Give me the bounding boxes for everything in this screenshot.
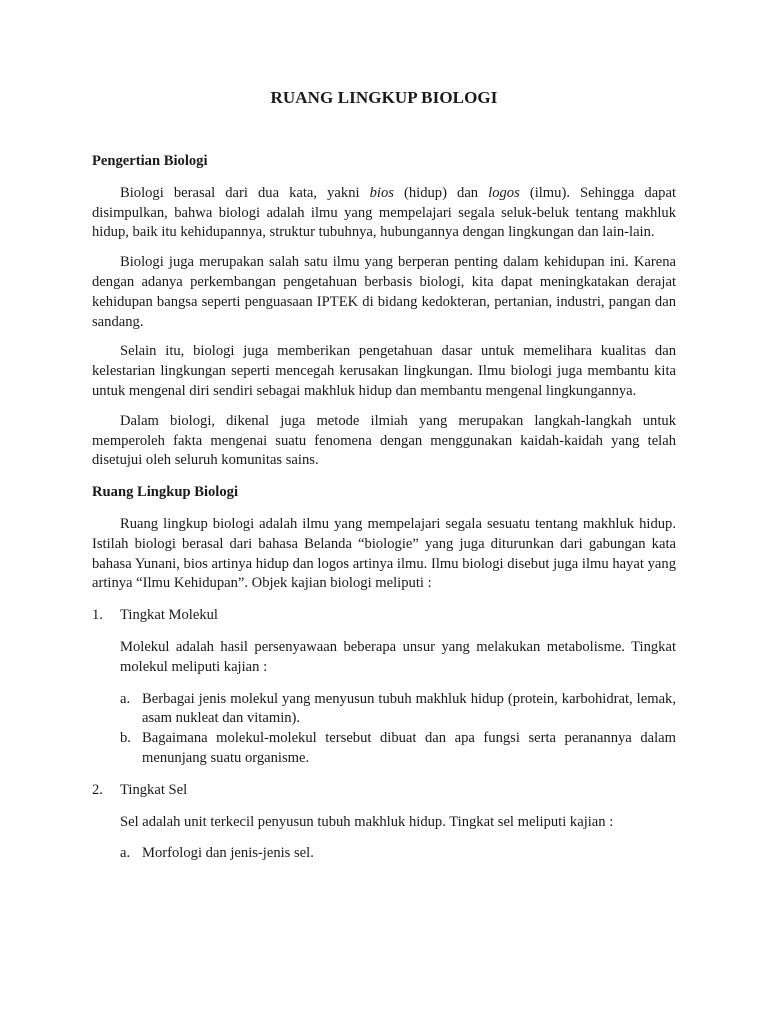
sub-list [120, 844, 676, 864]
text-run: Biologi berasal dari dua kata, yakni [120, 184, 370, 201]
paragraph: Ruang lingkup biologi adalah ilmu yang mempelajari segala sesuatu tentang makhluk hidup. Istilah biologi berasal dari bahasa Belanda “biologie” yang juga diturunkan dari gabungan kata bahasa Yunani, bios artinya hidup dan logos artinya ilmu. Ilmu biologi disebut juga ilmu hayat yang artinya “Ilmu Kehidupan”. Objek kajian biologi meliputi : [92, 515, 676, 592]
page-title: RUANG LINGKUP BIOLOGI [270, 88, 498, 107]
paragraph: Dalam biologi, dikenal juga metode ilmiah yang merupakan langkah-langkah untuk memperoleh fakta mengenai suatu fenomena dengan menggunakan kaidah-kaidah yang telah disetujui oleh seluruh komunitas sains. [92, 412, 676, 469]
section-heading-pengertian: Pengertian Biologi [92, 153, 208, 169]
item-label: Tingkat Molekul [120, 607, 218, 624]
sub-list-text: Berbagai jenis molekul yang menyusun tubuh makhluk hidup (protein, karbohidrat, lemak, asam nukleat dan vitamin). [142, 690, 676, 727]
sub-list-item [120, 844, 676, 864]
italic-term: bios [369, 184, 394, 201]
sub-list-marker: b. [120, 730, 131, 747]
section-heading-ruang-lingkup: Ruang Lingkup Biologi [92, 484, 239, 501]
paragraph [92, 184, 676, 243]
numbered-item [92, 781, 676, 801]
sub-list [120, 690, 676, 769]
text-run: (hidup) dan [393, 184, 489, 201]
document-body [92, 152, 676, 876]
sub-list-item [120, 729, 676, 769]
sub-list-text: Morfologi dan jenis-jenis sel. [142, 845, 314, 862]
sub-list-item [120, 690, 676, 730]
text-run: (ilmu). Sehingga dapat disimpulkan, bahwa biologi adalah ilmu yang mempelajari segala seluk-beluk tentang makhluk hidup, baik itu kehidupannya, struktur tubuhnya, hubungannya dengan lingkungan dan lain-lain. [92, 184, 676, 241]
sub-list-text: Bagaimana molekul-molekul tersebut dibuat dan apa fungsi serta peranannya dalam menunjang suatu organisme. [142, 730, 676, 766]
item-number: 1. [92, 607, 103, 624]
sub-list-marker: a. [120, 690, 131, 707]
item-number: 2. [92, 781, 103, 798]
item-description: Sel adalah unit terkecil penyusun tubuh makhluk hidup. Tingkat sel meliputi kajian : [120, 813, 614, 830]
item-label: Tingkat Sel [120, 781, 188, 798]
paragraph: Biologi juga merupakan salah satu ilmu yang berperan penting dalam kehidupan ini. Karena dengan adanya perkembangan pengetahuan berbasis biologi, kita dapat meningkatakan derajat kehidupan bangsa seperti penguasaan IPTEK di bidang kedokteran, pertanian, industri, pangan dan sandang. [92, 254, 676, 330]
item-description: Molekul adalah hasil persenyawaan beberapa unsur yang melakukan metabolisme. Tingkat molekul meliputi kajian : [120, 638, 676, 675]
numbered-item [92, 606, 676, 626]
paragraph: Selain itu, biologi juga memberikan pengetahuan dasar untuk memelihara kualitas dan kelestarian lingkungan seperti mencegah kerusakan lingkungan. Ilmu biologi juga membantu kita untuk mengenal diri sendiri sebagai makhluk hidup dan membantu mengenal lingkungannya. [92, 343, 676, 399]
italic-term: logos [488, 184, 520, 201]
sub-list-marker: a. [120, 845, 131, 862]
